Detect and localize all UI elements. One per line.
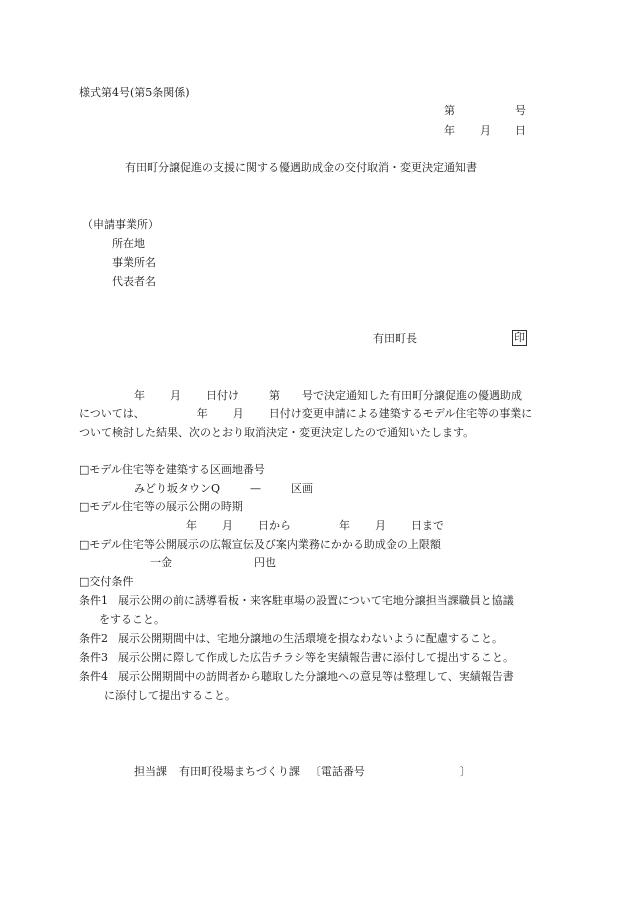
condition-4-text: 展示公開期間中の訪問者から聴取した分譲地への意見等は整理して、実績報告書 [118,670,514,683]
form-number: 様式第4号(第5条関係) [79,86,190,99]
official-seal [512,330,527,346]
document-title: 有田町分譲促進の支援に関する優遇助成金の交付取消・変更決定通知書 [125,161,477,174]
date-month: 月 [480,124,491,137]
subsidy-limit-heading: □モデル住宅等公開展示の広報宣伝及び案内業務にかかる助成金の上限額 [79,538,441,551]
condition-4-text-cont: に添付して提出すること。 [104,689,236,702]
address-label: 所在地 [112,237,145,250]
subsidy-limit-value: 一金 円也 [150,556,276,569]
date-year: 年 [444,124,455,137]
condition-3-label: 条件3 [79,651,108,664]
body-line-3: ついて検討した結果、次のとおり取消決定・変更決定したので通知いたします。 [79,426,475,439]
representative-label: 代表者名 [112,275,156,288]
condition-3-text: 展示公開に際して作成した広告チラシ等を実績報告書に添付して提出すること。 [118,651,514,664]
body-line-1: 年 月 日付け 第 号で決定通知した有田町分譲促進の優遇助成 [134,389,522,402]
contact-department: 担当課 有田町役場まちづくり課 〔電話番号 〕 [134,765,471,778]
doc-number-suffix: 号 [515,104,526,117]
conditions-heading: □交付条件 [79,575,134,588]
issuer-name: 有田町長 [373,332,417,345]
condition-1-text-cont: をすること。 [99,613,165,626]
condition-2-text: 展示公開期間中は、宅地分譲地の生活環境を損なわないように配慮すること。 [118,632,503,645]
lot-number-heading: □モデル住宅等を建築する区画地番号 [79,463,265,476]
exhibition-period-value: 年 月 日から 年 月 日まで [186,519,444,532]
lot-number-value: みどり坂タウンQ — 区画 [134,482,314,495]
body-line-2: については、 年 月 日付け変更申請による建築するモデル住宅等の事業に [79,407,533,420]
doc-number-prefix: 第 [444,104,455,117]
date-day: 日 [515,124,526,137]
condition-4-label: 条件4 [79,670,108,683]
applicant-heading: （申請事業所） [82,218,159,231]
condition-2-label: 条件2 [79,632,108,645]
office-name-label: 事業所名 [112,256,156,269]
seal-mark: 印 [514,331,525,344]
condition-1-text: 展示公開の前に誘導看板・来客駐車場の設置について宅地分譲担当課職員と協議 [118,594,514,607]
exhibition-period-heading: □モデル住宅等の展示公開の時期 [79,500,243,513]
condition-1-label: 条件1 [79,594,108,607]
